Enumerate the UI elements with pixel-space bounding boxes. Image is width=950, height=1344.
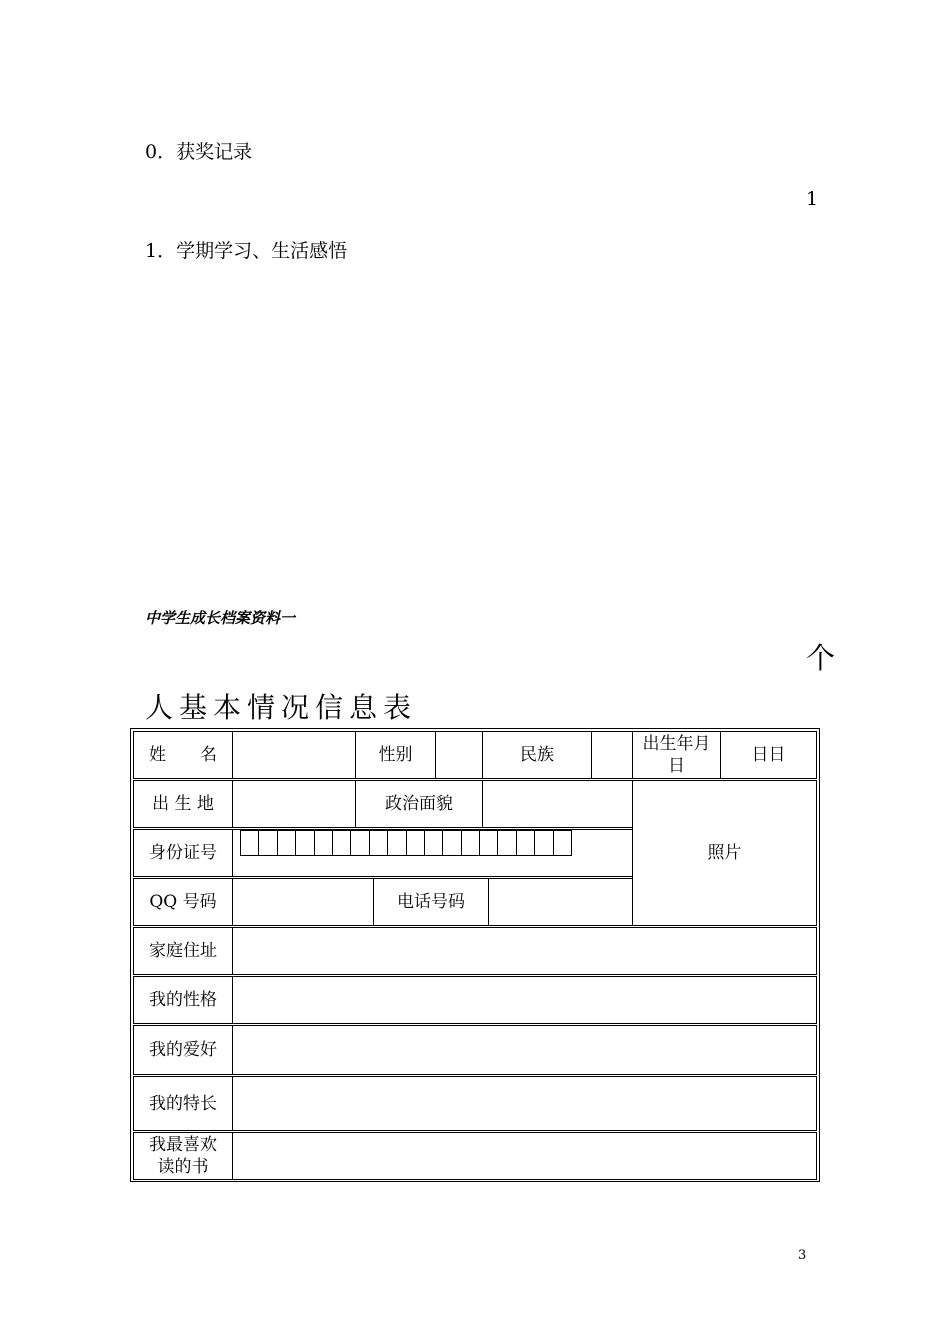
gender-field[interactable] xyxy=(435,731,483,779)
document-subtitle: 中学生成长档案资料一 xyxy=(145,609,296,627)
name-field[interactable] xyxy=(232,731,356,779)
semester-reflection-heading: 1．学期学习、生活感悟 xyxy=(145,240,348,262)
id-digit-box[interactable] xyxy=(553,830,572,856)
form-title: 人基本情况信息表 xyxy=(145,691,418,724)
id-digit-boxes[interactable] xyxy=(240,830,571,856)
id-digit-box[interactable] xyxy=(424,830,443,856)
hobby-field[interactable] xyxy=(232,1025,817,1075)
address-field[interactable] xyxy=(232,927,817,975)
id-digit-box[interactable] xyxy=(295,830,314,856)
id-digit-box[interactable] xyxy=(277,830,296,856)
id-digit-box[interactable] xyxy=(387,830,406,856)
personality-field[interactable] xyxy=(232,976,817,1024)
id-digit-box[interactable] xyxy=(406,830,425,856)
specialty-label: 我的特长 xyxy=(133,1076,233,1131)
id-digit-box[interactable] xyxy=(258,830,277,856)
title-overflow-char: 个 xyxy=(806,641,836,675)
id-digit-box[interactable] xyxy=(240,830,259,856)
favorite-book-label: 我最喜欢读的书 xyxy=(133,1132,233,1180)
name-label: 姓 名 xyxy=(133,731,233,779)
favorite-book-field[interactable] xyxy=(232,1132,817,1180)
birthdate-label: 出生年月日 xyxy=(632,731,721,779)
phone-label: 电话号码 xyxy=(373,878,489,926)
political-status-field[interactable] xyxy=(482,780,633,828)
ethnicity-label: 民族 xyxy=(482,731,592,779)
photo-box: 照片 xyxy=(632,780,817,926)
birthplace-label: 出 生 地 xyxy=(133,780,233,828)
gender-label: 性别 xyxy=(355,731,436,779)
id-digit-box[interactable] xyxy=(314,830,333,856)
id-digit-box[interactable] xyxy=(332,830,351,856)
id-digit-box[interactable] xyxy=(516,830,535,856)
id-digit-box[interactable] xyxy=(479,830,498,856)
qq-label: QQ 号码 xyxy=(133,878,233,926)
footer-page-number: 3 xyxy=(798,1248,807,1263)
birthplace-field[interactable] xyxy=(232,780,356,828)
birthdate-field[interactable]: 日日 xyxy=(720,731,817,779)
hobby-label: 我的爱好 xyxy=(133,1025,233,1075)
personality-label: 我的性格 xyxy=(133,976,233,1024)
specialty-field[interactable] xyxy=(232,1076,817,1131)
id-digit-box[interactable] xyxy=(534,830,553,856)
id-number-label: 身份证号 xyxy=(133,829,233,877)
id-digit-box[interactable] xyxy=(350,830,369,856)
phone-field[interactable] xyxy=(488,878,633,926)
qq-field[interactable] xyxy=(232,878,374,926)
page-marker: 1 xyxy=(806,188,819,210)
political-status-label: 政治面貌 xyxy=(355,780,483,828)
award-record-heading: 0．获奖记录 xyxy=(145,141,253,163)
address-label: 家庭住址 xyxy=(133,927,233,975)
id-digit-box[interactable] xyxy=(369,830,388,856)
id-digit-box[interactable] xyxy=(442,830,461,856)
ethnicity-field[interactable] xyxy=(591,731,633,779)
id-digit-box[interactable] xyxy=(461,830,480,856)
id-digit-box[interactable] xyxy=(497,830,516,856)
